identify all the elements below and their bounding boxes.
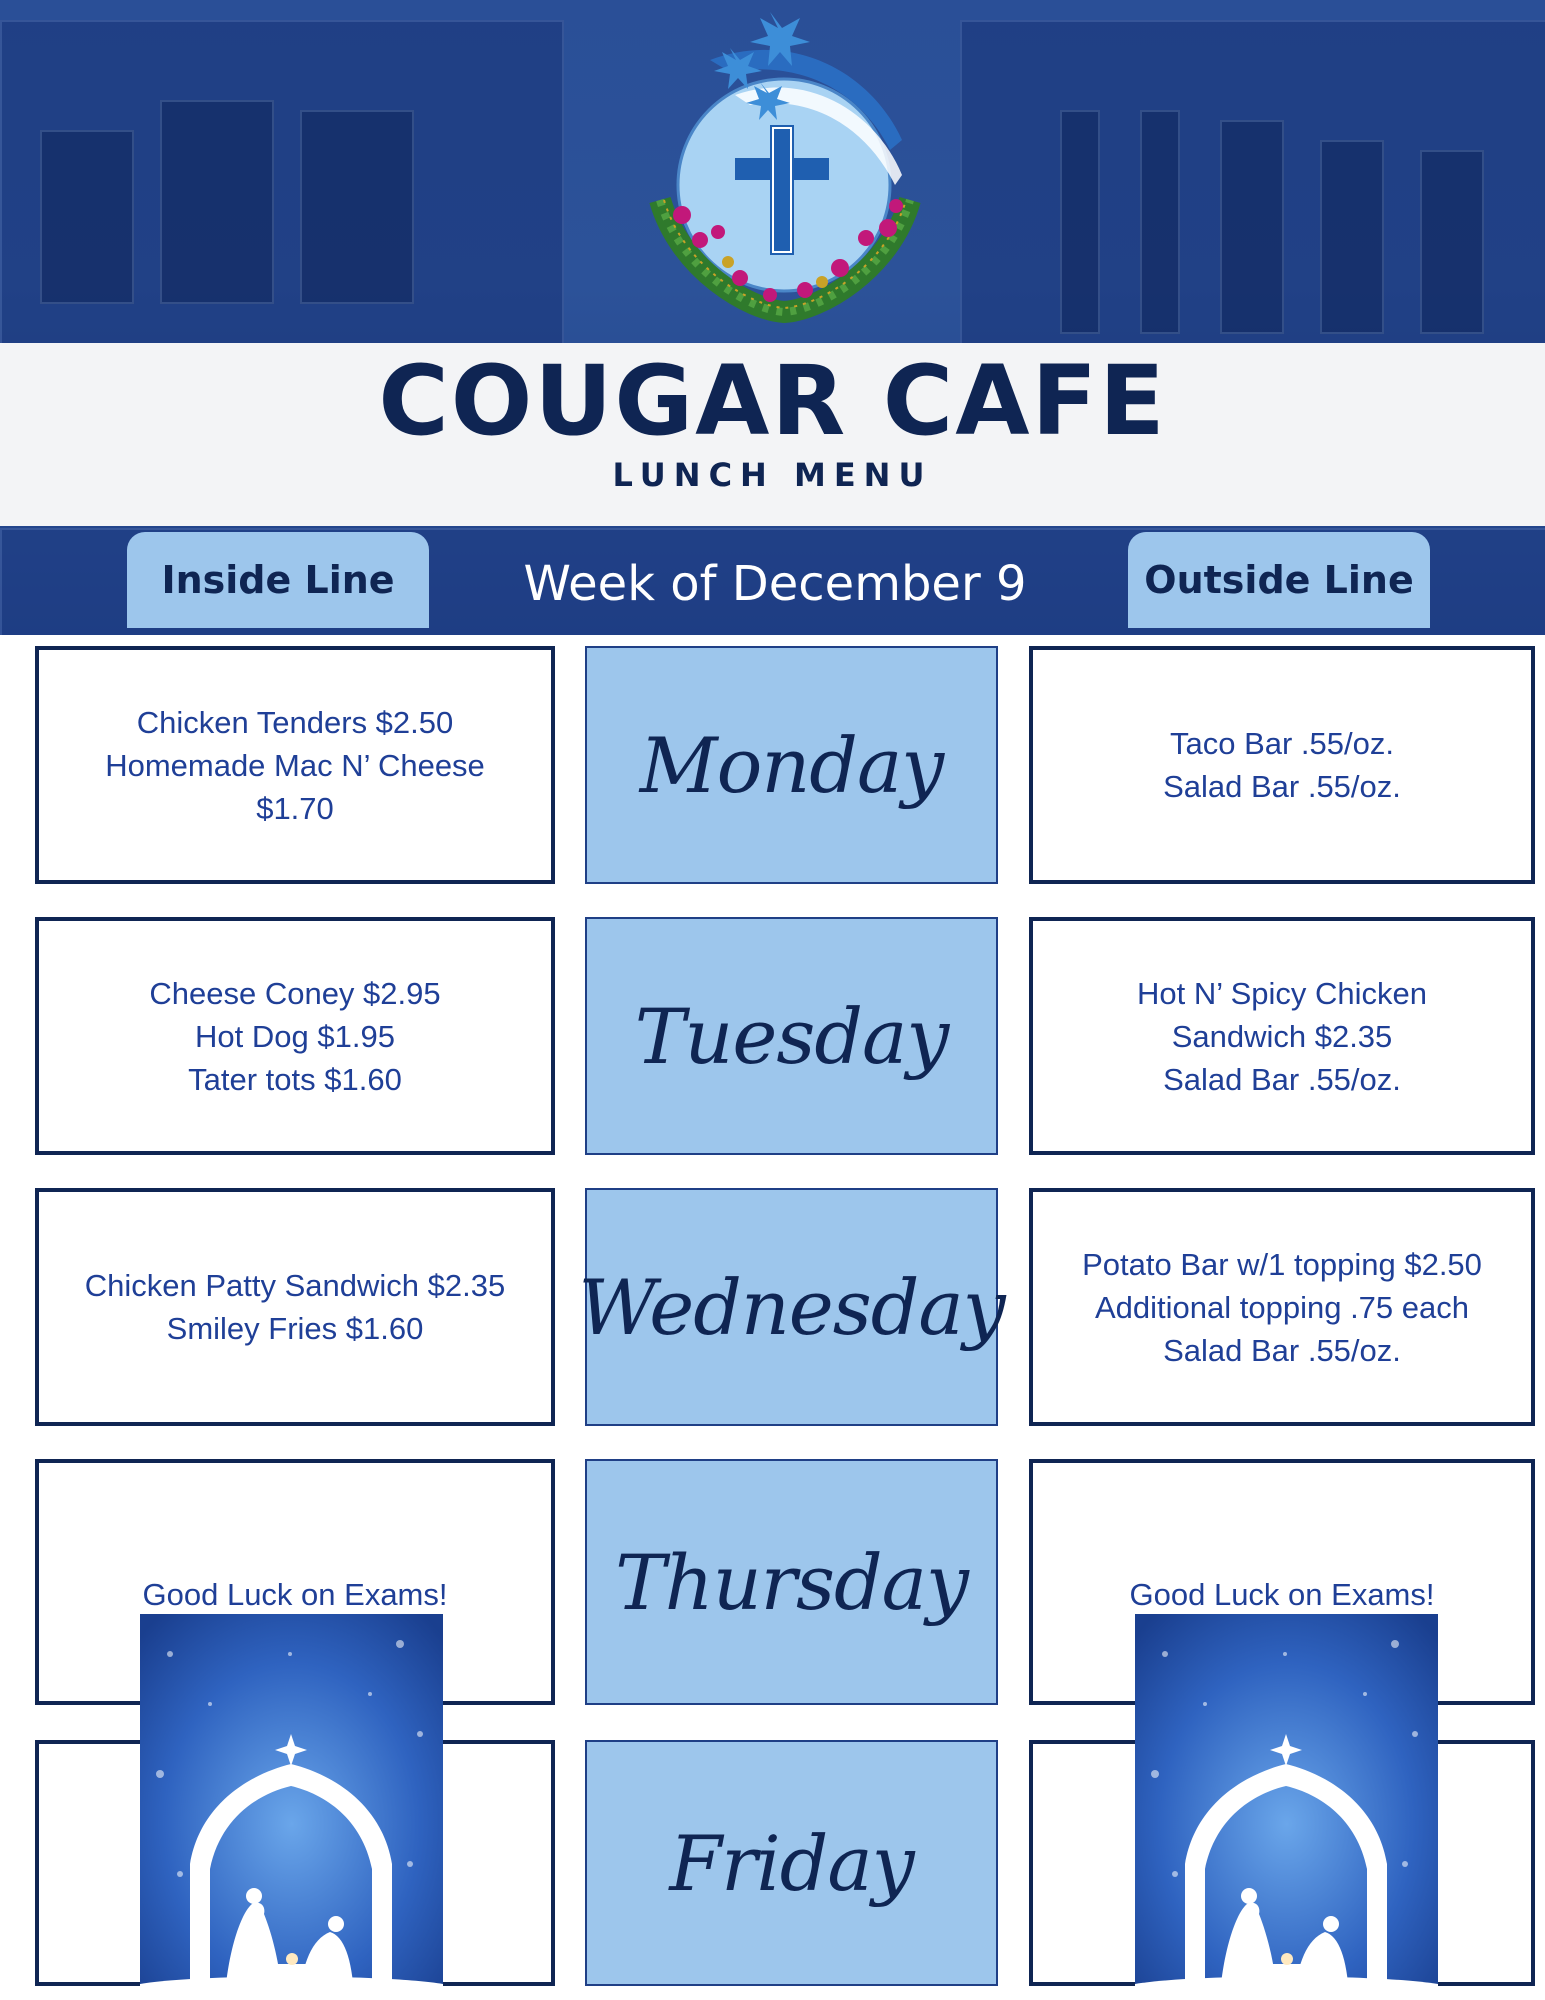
thursday-day-box [585,1459,998,1705]
building-window [1220,120,1284,334]
menu-item: Additional topping .75 each [1094,1289,1469,1325]
building-window [1420,150,1484,334]
nativity-illustration [1135,1614,1438,1996]
monday-inside-cell [35,646,555,884]
friday-day-box [585,1740,998,1986]
day-label-wednesday: Wednesday [578,1262,1005,1352]
menu-item: Cheese Coney $2.95 [149,975,441,1011]
building-window [1060,110,1100,334]
wednesday-outside-menu [1082,1243,1482,1372]
menu-item: Sandwich $2.35 [1171,1018,1393,1054]
menu-item: Hot N’ Spicy Chicken [1136,975,1427,1011]
tuesday-outside-menu [1137,972,1427,1101]
menu-item: Hot Dog $1.95 [195,1018,395,1054]
menu-item: Tater tots $1.60 [188,1061,402,1097]
wednesday-inside-menu [85,1264,505,1350]
building-window [1320,140,1384,334]
monday-outside-menu [1163,722,1401,808]
menu-item: Homemade Mac N’ Cheese [105,747,485,783]
menu-item: Salad Bar .55/oz. [1163,1061,1401,1097]
day-label-thursday: Thursday [615,1537,968,1627]
week-label: Week of December 9 [523,556,1027,612]
page-subtitle: LUNCH MENU [612,456,933,494]
menu-item: Taco Bar .55/oz. [1169,726,1394,761]
monday-outside-cell [1029,646,1535,884]
building-window [300,110,414,304]
wednesday-day-box [578,1188,1005,1426]
cross-wreath-logo [640,0,930,325]
building-window [40,130,134,304]
menu-item: Good Luck on Exams! [1129,1577,1435,1612]
thursday-outside-menu [1130,1573,1435,1616]
day-label-tuesday: Tuesday [634,991,949,1081]
building-window [1140,110,1180,334]
menu-item: Potato Bar w/1 topping $2.50 [1082,1246,1482,1282]
outside-line-tab: Outside Line [1128,532,1430,628]
page-title: COUGAR CAFE [378,345,1167,457]
menu-item: Chicken Patty Sandwich $2.35 [84,1268,506,1303]
monday-inside-menu [105,701,485,830]
menu-item: Salad Bar .55/oz. [1163,769,1401,804]
nativity-illustration [140,1614,443,1996]
wednesday-outside-cell [1029,1188,1535,1426]
menu-item: Chicken Tenders $2.50 [136,704,454,740]
menu-item: Salad Bar .55/oz. [1163,1332,1401,1368]
monday-day-box [585,646,998,884]
building-window [160,100,274,304]
tuesday-day-box [585,917,998,1155]
thursday-inside-menu [143,1573,448,1616]
menu-item: Good Luck on Exams! [142,1577,448,1612]
menu-item: $1.70 [256,790,334,826]
tuesday-outside-cell [1029,917,1535,1155]
tuesday-inside-menu [149,972,440,1101]
menu-item: Smiley Fries $1.60 [166,1311,424,1346]
tuesday-inside-cell [35,917,555,1155]
inside-line-tab: Inside Line [127,532,429,628]
day-label-monday: Monday [639,720,944,810]
wednesday-inside-cell [35,1188,555,1426]
day-label-friday: Friday [669,1818,914,1908]
